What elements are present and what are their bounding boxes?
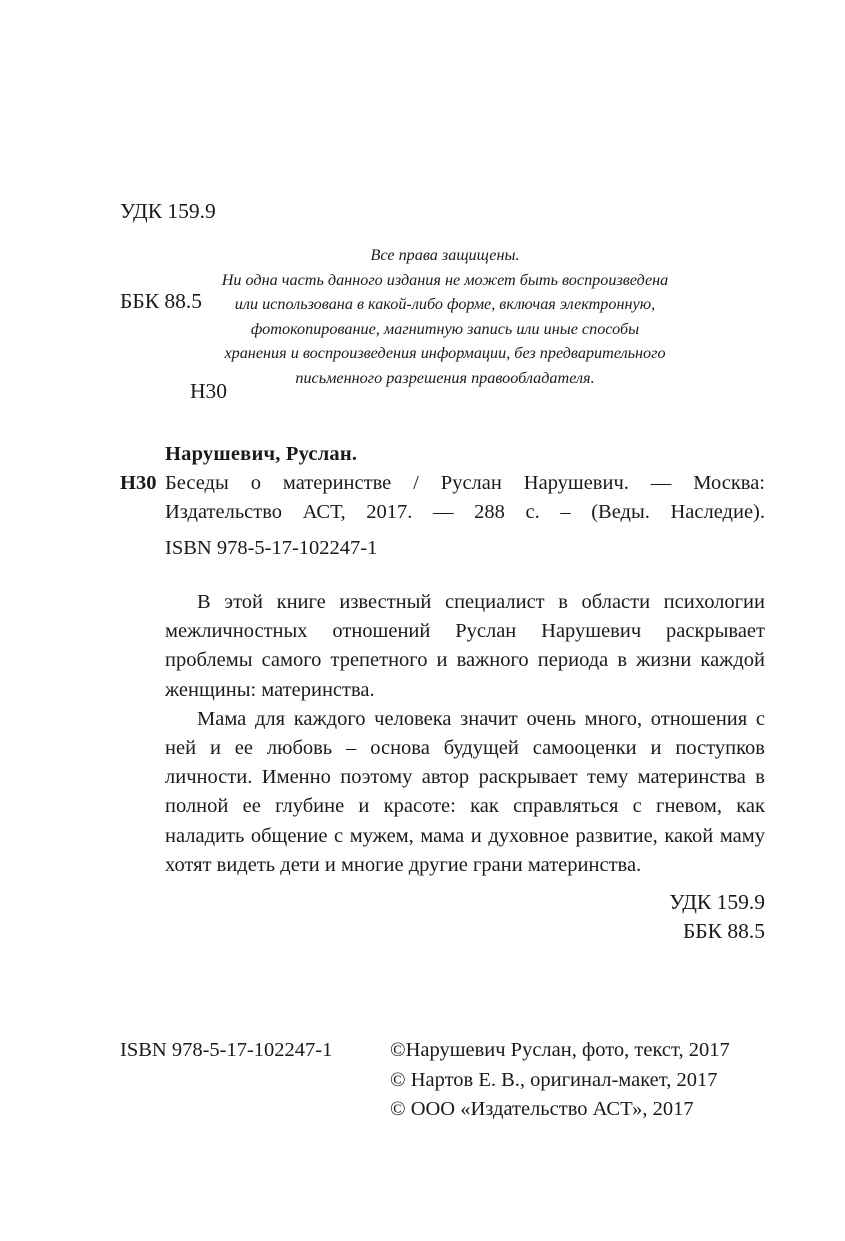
bibliographic-citation bbox=[120, 440, 765, 527]
imprint-block bbox=[120, 1036, 780, 1125]
bbk-code-top: ББК 88.5 bbox=[120, 289, 203, 313]
copyright-lines bbox=[390, 1036, 780, 1125]
citation-text bbox=[165, 469, 765, 527]
rights-notice-line-6: письменного разрешения правообладателя. bbox=[295, 368, 595, 387]
citation-line-2: Издательство АСТ, 2017. — 288 с. – (Веды. Наследие). bbox=[165, 501, 765, 523]
bbk-code-bottom: ББК 88.5 bbox=[682, 919, 765, 943]
citation-body bbox=[120, 469, 765, 527]
citation-line-1: Беседы о материнстве / Руслан Нарушевич. — Москва: bbox=[165, 472, 765, 494]
copyright-line-1: ©Нарушевич Руслан, фото, текст, 2017 bbox=[390, 1039, 730, 1061]
annotation-paragraph-2: Мама для каждого человека значит очень много, отношения с ней и ее любовь – основа будущей самооценки и поступков личности. Именно поэтому автор раскрывает тему материнства в полной ее глубине и красоте: как справляться с гневом, как наладить общение с мужем, мама и духовное развитие, какой маму хотят видеть дети и многие другие грани материнства. bbox=[165, 707, 765, 876]
classification-codes-bottom bbox=[465, 888, 765, 946]
copyright-line-2: © Нартов Е. В., оригинал-макет, 2017 bbox=[390, 1068, 718, 1091]
isbn-bottom: ISBN 978-5-17-102247-1 bbox=[120, 1039, 333, 1061]
annotation-text bbox=[165, 588, 765, 880]
udk-code-bottom: УДК 159.9 bbox=[669, 890, 765, 914]
rights-notice-line-5: хранения и воспроизведения информации, без предварительного bbox=[224, 344, 666, 363]
citation-author-mark: Н30 bbox=[120, 472, 157, 494]
rights-notice-line-1: Все права защищены. bbox=[370, 246, 520, 264]
author-mark-top: Н30 bbox=[189, 379, 227, 403]
rights-notice bbox=[195, 243, 695, 391]
copyright-line-3: © ООО «Издательство АСТ», 2017 bbox=[390, 1098, 694, 1120]
annotation-paragraph-1: В этой книге известный специалист в области психологии межличностных отношений Руслан Нарушевич раскрывает проблемы самого трепетного и важного периода в жизни каждой женщины: материнства. bbox=[165, 591, 765, 701]
citation-author: Нарушевич, Руслан. bbox=[165, 443, 358, 465]
udk-code-top: УДК 159.9 bbox=[120, 199, 216, 223]
rights-notice-line-2: Ни одна часть данного издания не может быть воспроизведена bbox=[221, 270, 669, 289]
isbn-upper: ISBN 978-5-17-102247-1 bbox=[165, 537, 378, 559]
rights-notice-line-3: или использована в какой-либо форме, включая электронную, bbox=[234, 295, 656, 314]
rights-notice-line-4: фотокопирование, магнитную запись или иные способы bbox=[250, 319, 640, 338]
